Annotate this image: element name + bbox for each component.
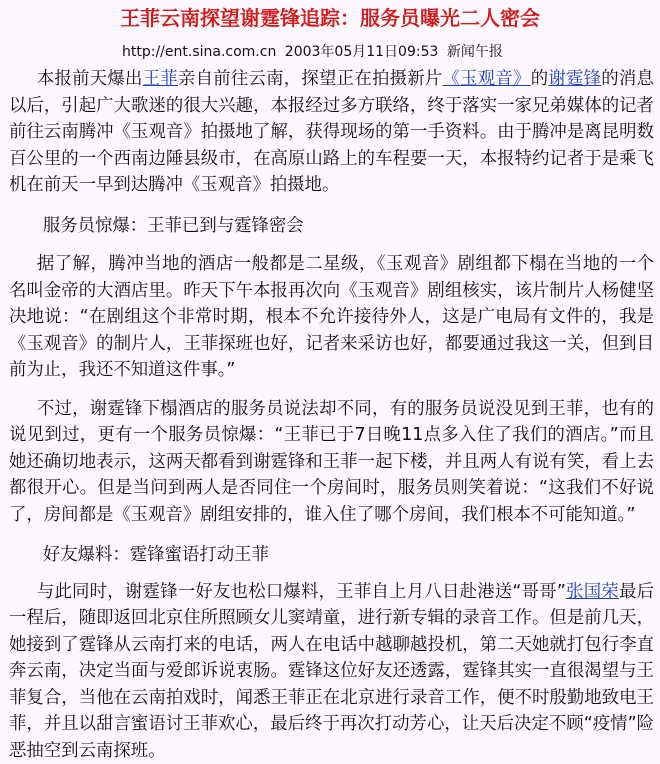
paragraph-1-text-c: 的 bbox=[531, 69, 549, 89]
paragraph-2: 据了解，腾冲当地的酒店一般都是二星级，《玉观音》剧组都下榻在当地的一个名叫金帝的大酒店里。昨天下午本报再次向《玉观音》剧组核实，该片制片人杨健坚决地说：“在剧组这个非常时期，根本不允许接待外人，这是广电局有文件的，我是《玉观音》的制片人，王菲探班也好，记者来采访也好，都要通过我这一关，但到目前为止，我还不知道这件事。” bbox=[9, 251, 654, 384]
page-title: 王菲云南探望谢霆锋追踪：服务员曝光二人密会 bbox=[0, 4, 660, 32]
paragraph-3: 不过，谢霆锋下榻酒店的服务员说法却不同，有的服务员说没见到王菲，也有的说见到过，更有一个服务员惊爆：“王菲已于7日晚11点多入住了我们的酒店。”而且她还确切地表示，这两天都看到谢霆锋和王菲一起下楼，并且两人有说有笑，看上去都很开心。但是当问到两人是否同住一个房间时，服务员则笑着说：“这我们不好说了，房间都是《玉观音》剧组安排的，谁入住了哪个房间，我们根本不可能知道。” bbox=[9, 396, 654, 529]
paragraph-1-text-d: 的消息以后，引起广大歌迷的很大兴趣，本报经过多方联络，终于落实一家兄弟媒体的记者前往云南腾冲《玉观音》拍摄地了解，获得现场的第一手资料。由于腾冲是离昆明数百公里的一个西南边陲县级市，在高原山路上的车程要一天，本报特约记者于是乘飞机在前天一早到达腾冲《玉观音》拍摄地。 bbox=[9, 69, 654, 195]
article-body bbox=[9, 66, 654, 764]
paragraph-4-text-b: 最后一程后，随即返回北京住所照顾女儿窦靖童，进行新专辑的录音工作。但是前几天，她接到了霆锋从云南打来的电话，两人在电话中越聊越投机，第二天她就打包行李直奔云南，决定当面与爱郎诉说衷肠。霆锋这位好友还透露，霆锋其实一直很渴望与王菲复合，当他在云南拍戏时，闻悉王菲正在北京进行录音工作，便不时殷勤地致电王菲，并且以甜言蜜语讨王菲欢心，最后终于再次打动芳心，让天后决定不顾“疫情”险恶抽空到云南探班。 bbox=[9, 582, 654, 761]
paragraph-1-text-a: 本报前天爆出 bbox=[37, 69, 143, 89]
paragraph-4-text-a: 与此同时，谢霆锋一好友也松口爆料，王菲自上月八日赴港送“哥哥” bbox=[37, 582, 566, 602]
source-line bbox=[122, 43, 507, 61]
paragraph-1 bbox=[9, 66, 654, 199]
link-yu-guan-yin[interactable]: 《玉观音》 bbox=[443, 69, 531, 89]
link-xie-tingfeng[interactable]: 谢霆锋 bbox=[548, 69, 601, 89]
source-url: http://ent.sina.com.cn bbox=[122, 44, 276, 60]
paragraph-1-text-b: 亲自前往云南，探望正在拍摄新片 bbox=[178, 69, 443, 89]
link-zhang-guorong[interactable]: 张国荣 bbox=[566, 582, 619, 602]
paragraph-4 bbox=[9, 579, 654, 764]
publish-date: 2003年05月11日09:53 bbox=[285, 44, 439, 60]
link-wang-fei[interactable]: 王菲 bbox=[143, 69, 178, 89]
subheading-1: 服务员惊爆：王菲已到与霆锋密会 bbox=[9, 213, 654, 240]
subheading-2: 好友爆料：霆锋蜜语打动王菲 bbox=[9, 542, 654, 569]
source-name: 新闻午报 bbox=[447, 44, 503, 60]
